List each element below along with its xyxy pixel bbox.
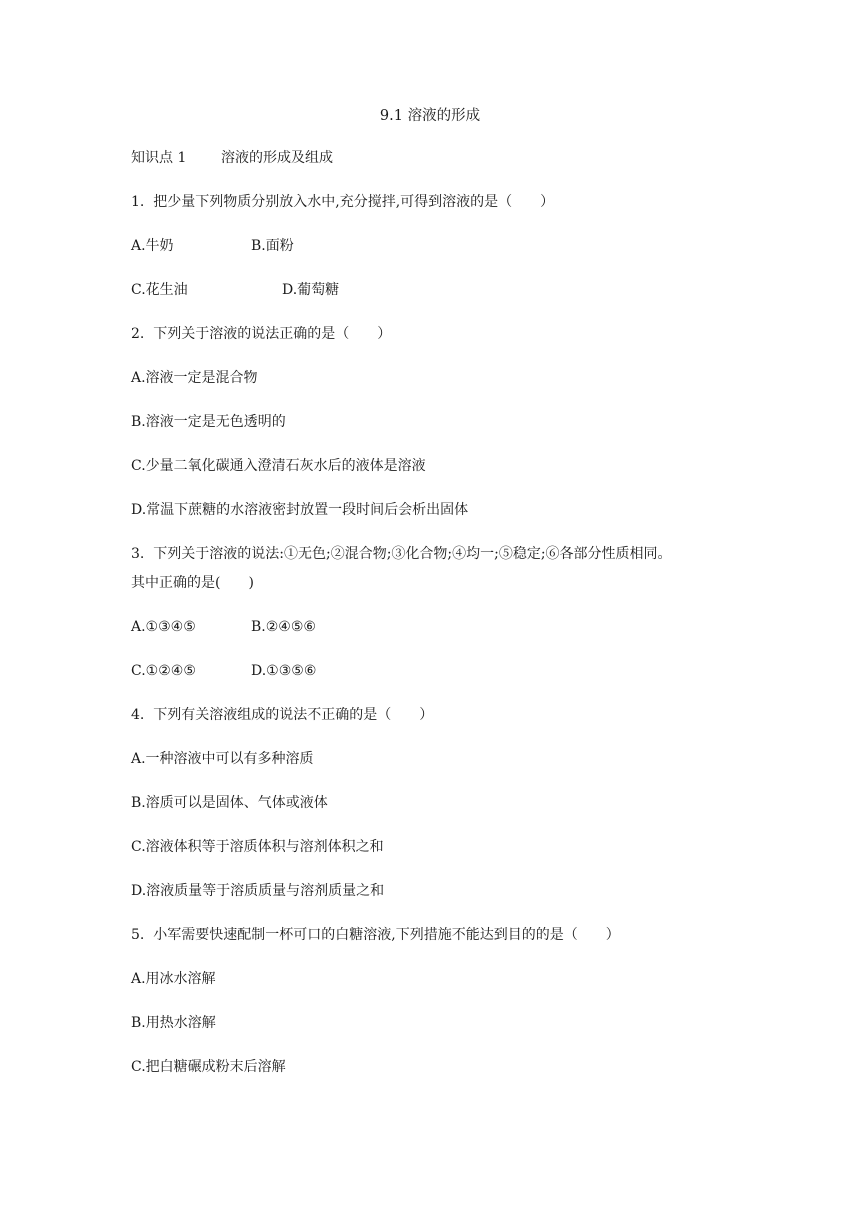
question-3-stem-continued: 其中正确的是( ) [131,575,254,591]
question-2-option-d: D.常温下蔗糖的水溶液密封放置一段时间后会析出固体 [131,502,469,518]
question-3-option-a: A.①③④⑤ [131,619,196,635]
question-2-option-c: C.少量二氧化碳通入澄清石灰水后的液体是溶液 [131,458,426,474]
question-4-option-a: A.一种溶液中可以有多种溶质 [131,751,314,767]
question-1-option-b: B.面粉 [251,238,294,254]
question-3-stem: 3. 下列关于溶液的说法:①无色;②混合物;③化合物;④均一;⑤稳定;⑥各部分性质相同。 [131,546,672,562]
question-1-option-c: C.花生油 [131,282,188,298]
section-label: 知识点 1 [131,150,187,166]
question-1-option-d: D.葡萄糖 [282,282,340,298]
section-name: 溶液的形成及组成 [221,150,333,166]
question-5-stem: 5. 小军需要快速配制一杯可口的白糖溶液,下列措施不能达到目的的是（ ） [131,927,620,943]
question-4-stem: 4. 下列有关溶液组成的说法不正确的是（ ） [131,707,434,723]
question-5-option-b: B.用热水溶解 [131,1015,216,1031]
question-2-option-b: B.溶液一定是无色透明的 [131,414,286,430]
question-2-option-a: A.溶液一定是混合物 [131,370,258,386]
question-5-option-a: A.用冰水溶解 [131,971,216,987]
question-3-option-c: C.①②④⑤ [131,663,196,679]
question-5-option-c: C.把白糖碾成粉末后溶解 [131,1059,286,1075]
question-4-option-c: C.溶液体积等于溶质体积与溶剂体积之和 [131,839,384,855]
question-4-option-b: B.溶质可以是固体、气体或液体 [131,795,328,811]
page-title: 9.1 溶液的形成 [379,108,481,124]
question-1-option-a: A.牛奶 [131,238,174,254]
question-4-option-d: D.溶液质量等于溶质质量与溶剂质量之和 [131,883,385,899]
question-3-option-d: D.①③⑤⑥ [251,663,317,679]
question-3-option-b: B.②④⑤⑥ [251,619,316,635]
question-1-stem: 1. 把少量下列物质分别放入水中,充分搅拌,可得到溶液的是（ ） [131,194,555,210]
question-2-stem: 2. 下列关于溶液的说法正确的是（ ） [131,326,392,342]
